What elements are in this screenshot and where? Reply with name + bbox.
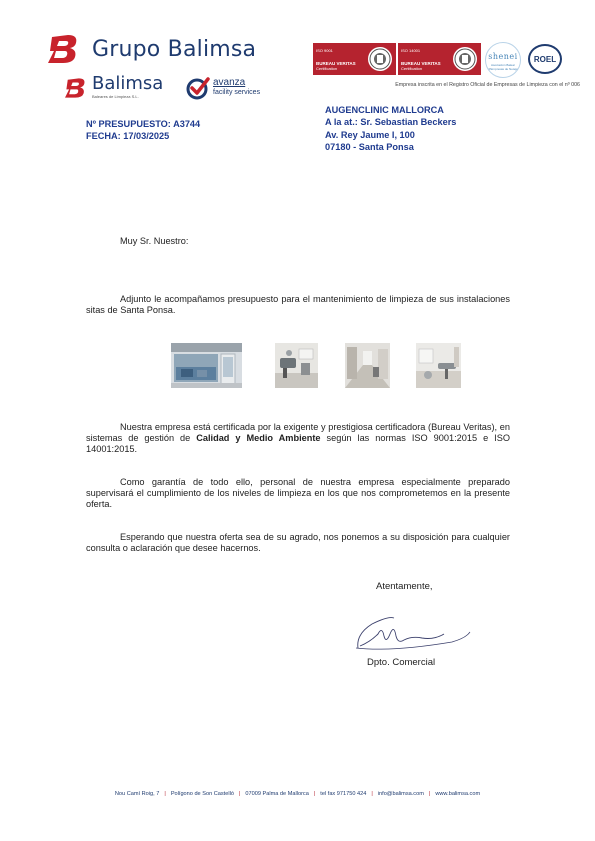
footer-address: Nou Camí Roig, 7 [114,791,160,797]
clinic-hallway-photo [345,343,390,388]
paragraph-certification [86,422,510,455]
brand-tagline: Baleares de Limpieza S.L. [92,94,139,99]
quote-number: Nº PRESUPUESTO: A3744 [86,119,201,129]
cert1-line1: ISO 9001 [316,47,333,53]
balimsa-b-icon [46,33,82,65]
cert1-line2: BUREAU VERITAS [316,60,356,66]
partner-sub: facility services [213,89,261,96]
roel-logo [528,44,562,74]
footer-separator: | [238,791,241,797]
registry-note: Empresa inscrita en el Registro Oficial de Empresas de Limpieza con el nº 006 [395,82,580,88]
footer-city: 07009 Palma de Mallorca [245,791,309,797]
iso-9001-badge [313,43,396,75]
iso-14001-badge [398,43,481,75]
avanza-check-icon [186,76,210,100]
certification-bold: Calidad y Medio Ambiente [196,433,321,443]
partner-name: avanza [213,77,246,88]
bureau-veritas-seal-icon [452,46,478,72]
balimsa-b-small-icon [62,77,90,99]
paragraph-guarantee: Como garantía de todo ello, personal de nuestra empresa especialmente preparado supervisará el cumplimiento de los niveles de limpieza en los que nos comprometemos en la presente oferta. [86,477,510,509]
footer-separator: | [313,791,316,797]
avanza-logo [186,76,260,100]
group-name: Grupo Balimsa [92,36,257,62]
recipient-address: Av. Rey Jaume I, 100 [325,129,415,140]
recipient-city: 07180 - Santa Ponsa [325,141,414,152]
salutation: Muy Sr. Nuestro: [120,236,189,246]
clinic-storefront-photo [171,343,242,388]
roel-name: ROEL [533,54,557,64]
brand-name: Balimsa [92,73,164,94]
footer-separator: | [164,791,166,797]
recipient-block [325,104,456,153]
quote-info [86,118,200,142]
paragraph-intro: Adjunto le acompañamos presupuesto para el mantenimiento de limpieza de sus instalaciones sitas de Santa Ponsa. [86,294,510,315]
footer-phone: tel fax 971750 424 [320,791,367,797]
handwritten-signature-icon [352,612,472,654]
closing-greeting: Atentamente, [376,581,433,592]
certification-text-b: según las normas ISO 9001:2015 e ISO 14001:2015. [86,433,510,454]
recipient-attention: A la at.: Sr. Sebastian Beckers [325,117,457,128]
cert2-line2: BUREAU VERITAS [401,60,441,66]
shenei-logo [485,44,521,78]
department-name: Dpto. Comercial [367,657,436,668]
cert1-line3: Certification [316,65,338,71]
footer-email[interactable]: info@balimsa.com [377,791,424,797]
quote-date: FECHA: 17/03/2025 [86,131,170,141]
balimsa-logo [62,75,163,105]
cert2-line1: ISO 14001 [401,47,421,53]
footer-contact [0,791,595,797]
shenei-sub: Asociación Balear d'Empresas de Neteja [488,63,518,71]
cert2-line3: Certification [401,65,423,71]
clinic-exam-room-photo [275,343,318,388]
paragraph-closing: Esperando que nuestra oferta sea de su agrado, nos ponemos a su disposición para cualquier consulta o aclaración que desee hacernos. [86,532,510,553]
certification-text-a: Nuestra empresa está certificada por la exigente y prestigiosa certificadora (Bureau Veritas), en sistemas de gestión de [86,422,510,443]
footer-website[interactable]: www.balimsa.com [435,791,481,797]
footer-separator: | [428,791,431,797]
footer-industrial-area: Polígono de Son Castelló [170,791,234,797]
clinic-treatment-room-photo [416,343,461,388]
footer-separator: | [371,791,373,797]
shenei-name: shenei [488,52,518,61]
bureau-veritas-seal-icon [367,46,393,72]
grupo-balimsa-logo [46,33,256,65]
recipient-company: AUGENCLINIC MALLORCA [325,105,444,115]
